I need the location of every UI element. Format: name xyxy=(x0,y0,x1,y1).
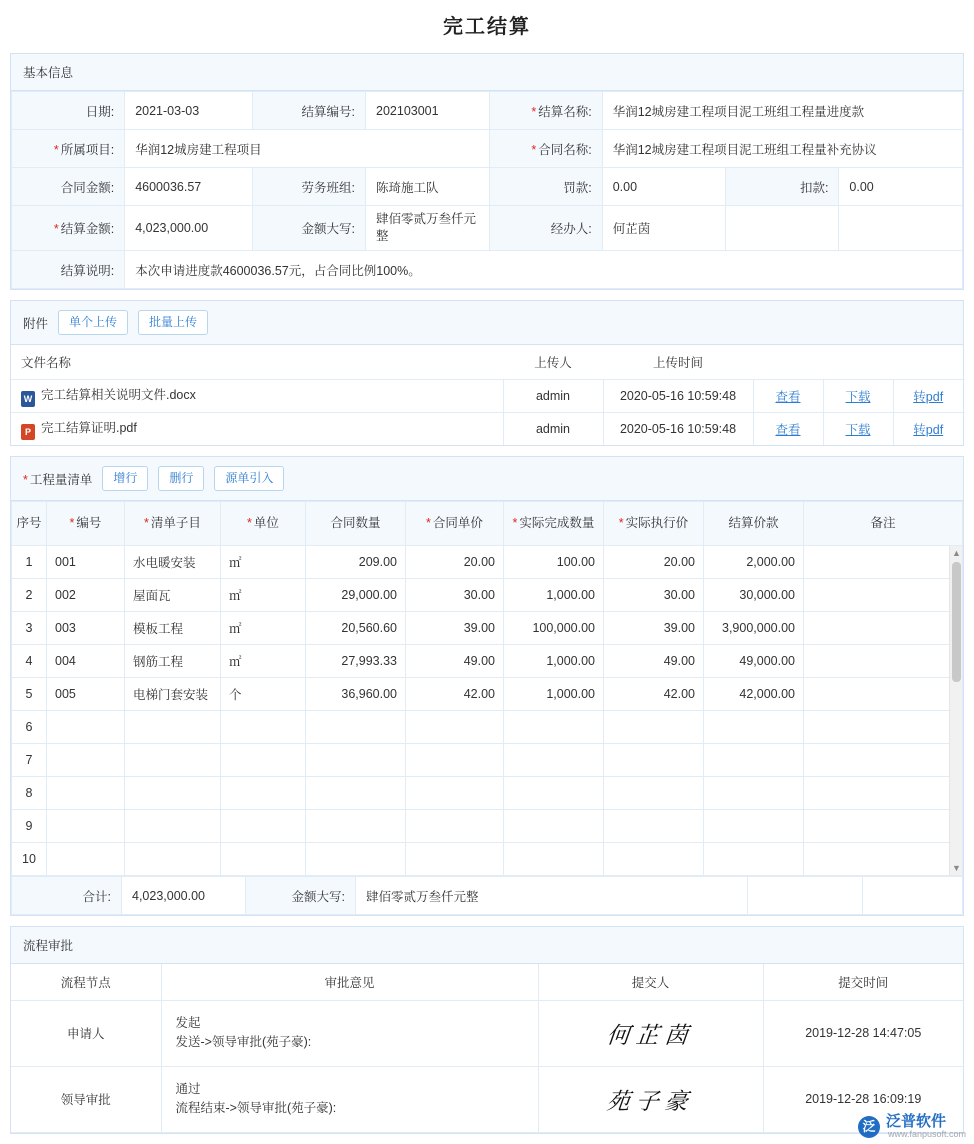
bill-cell-code[interactable]: 002 xyxy=(47,579,125,612)
attachment-download-link[interactable]: 下载 xyxy=(823,412,893,445)
bill-cell-qty[interactable] xyxy=(306,810,406,843)
bill-col-unit: * 单位 xyxy=(221,502,306,546)
table-row xyxy=(12,168,963,206)
bill-cell-price[interactable]: 39.00 xyxy=(406,612,504,645)
delete-row-button[interactable]: 删行 xyxy=(158,466,204,491)
watermark xyxy=(858,1114,966,1140)
bill-col-qty: 合同数量 xyxy=(306,502,406,546)
bill-cell-real[interactable]: 39.00 xyxy=(604,612,704,645)
bill-cell-price[interactable] xyxy=(406,777,504,810)
bill-cell-item[interactable] xyxy=(125,843,221,876)
labor-team-label: 劳务班组: xyxy=(252,168,365,206)
bill-header xyxy=(11,457,963,501)
bill-cell-unit[interactable]: 个 xyxy=(221,678,306,711)
bill-cell-price[interactable]: 49.00 xyxy=(406,645,504,678)
attachment-table xyxy=(11,345,963,445)
bill-cell-code[interactable]: 005 xyxy=(47,678,125,711)
bill-cell-amount xyxy=(704,777,804,810)
attachment-panel xyxy=(10,300,964,446)
bill-cell-price[interactable] xyxy=(406,711,504,744)
bill-cell-memo[interactable] xyxy=(804,645,963,678)
empty-cell-1 xyxy=(726,206,839,251)
table-header-row xyxy=(11,345,963,379)
settle-name-label-text: 结算名称: xyxy=(538,104,592,119)
table-row[interactable] xyxy=(12,711,963,744)
bill-cell-no: 9 xyxy=(12,810,47,843)
bill-cell-qty[interactable]: 27,993.33 xyxy=(306,645,406,678)
remark-label: 结算说明: xyxy=(12,251,125,289)
bill-cell-price[interactable]: 20.00 xyxy=(406,546,504,579)
attachment-view-link[interactable]: 查看 xyxy=(753,379,823,412)
table-row xyxy=(12,130,963,168)
appr-signature xyxy=(538,1066,763,1132)
empty-cell-2 xyxy=(839,206,963,251)
total-value: 4,023,000.00 xyxy=(122,877,246,915)
bill-cell-amount: 49,000.00 xyxy=(704,645,804,678)
bill-col-real: * 实际执行价 xyxy=(604,502,704,546)
attachment-convert-link[interactable]: 转pdf xyxy=(893,379,963,412)
bill-cell-done[interactable]: 1,000.00 xyxy=(504,678,604,711)
bill-cell-done[interactable] xyxy=(504,810,604,843)
amount-words-value: 肆佰零贰万叁仟元整 xyxy=(366,206,490,251)
project-label: * 所属项目: xyxy=(12,130,125,168)
table-row[interactable] xyxy=(12,810,963,843)
fine-value[interactable]: 0.00 xyxy=(602,168,726,206)
bill-cell-item[interactable] xyxy=(125,777,221,810)
appr-opinion-line2: 流程结束->领导审批(苑子豪): xyxy=(175,1101,337,1115)
appr-opinion xyxy=(161,1000,538,1066)
single-upload-button[interactable]: 单个上传 xyxy=(58,310,128,335)
bill-cell-done[interactable]: 1,000.00 xyxy=(504,645,604,678)
bill-cell-qty[interactable] xyxy=(306,711,406,744)
bill-cell-code[interactable]: 003 xyxy=(47,612,125,645)
total-empty-2 xyxy=(863,877,963,915)
deduction-label: 扣款: xyxy=(726,168,839,206)
bill-cell-done[interactable] xyxy=(504,711,604,744)
appr-node: 申请人 xyxy=(11,1000,161,1066)
bill-cell-amount: 42,000.00 xyxy=(704,678,804,711)
basic-info-panel xyxy=(10,53,964,290)
table-row[interactable] xyxy=(12,645,963,678)
company-name: 泛普软件 xyxy=(885,1112,946,1130)
table-row[interactable] xyxy=(12,612,963,645)
table-row xyxy=(12,251,963,289)
batch-upload-button[interactable]: 批量上传 xyxy=(138,310,208,335)
bill-cell-unit[interactable] xyxy=(221,843,306,876)
attachment-file-name-text: 完工结算相关说明文件.docx xyxy=(41,387,196,402)
handler-label: 经办人: xyxy=(489,206,602,251)
bill-cell-no: 3 xyxy=(12,612,47,645)
approval-panel xyxy=(10,926,964,1134)
bill-cell-code[interactable] xyxy=(47,843,125,876)
att-col-user: 上传人 xyxy=(503,345,603,379)
table-row xyxy=(11,1000,963,1066)
pdf-file-icon: P xyxy=(21,424,35,440)
appr-opinion xyxy=(161,1066,538,1132)
bill-cell-code[interactable]: 004 xyxy=(47,645,125,678)
bill-cell-price[interactable] xyxy=(406,810,504,843)
remark-value[interactable]: 本次申请进度款4600036.57元，占合同比例100%。 xyxy=(125,251,963,289)
bill-cell-price[interactable]: 42.00 xyxy=(406,678,504,711)
bill-title-text: 工程量清单 xyxy=(29,472,93,487)
bill-table-wrapper xyxy=(11,501,963,876)
attachment-uploader: admin xyxy=(503,412,603,445)
bill-cell-done[interactable]: 100.00 xyxy=(504,546,604,579)
appr-opinion-line2: 发送->领导审批(苑子豪): xyxy=(175,1035,312,1049)
date-value[interactable]: 2021-03-03 xyxy=(125,92,253,130)
bill-cell-memo[interactable] xyxy=(804,843,963,876)
bill-cell-real[interactable]: 49.00 xyxy=(604,645,704,678)
bill-cell-done[interactable] xyxy=(504,777,604,810)
bill-cell-memo[interactable] xyxy=(804,810,963,843)
settle-amount-label: * 结算金额: xyxy=(12,206,125,251)
company-url: www.fanpusoft.com xyxy=(887,1129,966,1140)
bill-total-table xyxy=(11,876,963,915)
approval-header xyxy=(11,927,963,964)
table-row xyxy=(12,206,963,251)
appr-col-time: 提交时间 xyxy=(763,964,963,1000)
table-row xyxy=(12,92,963,130)
total-empty-1 xyxy=(748,877,863,915)
amount-words-label: 金额大写: xyxy=(252,206,365,251)
appr-opinion-line1: 发起 xyxy=(175,1016,201,1030)
project-label-text: 所属项目: xyxy=(60,142,115,157)
bill-cell-memo[interactable] xyxy=(804,777,963,810)
settle-amount-label-text: 结算金额: xyxy=(60,222,115,236)
attachment-view-link[interactable]: 查看 xyxy=(753,412,823,445)
bill-cell-price[interactable] xyxy=(406,744,504,777)
scroll-up-icon[interactable]: ▲ xyxy=(952,548,961,558)
bill-cell-real[interactable] xyxy=(604,711,704,744)
attachment-file-name xyxy=(11,412,503,445)
bill-cell-amount xyxy=(704,744,804,777)
att-col-time: 上传时间 xyxy=(603,345,753,379)
contract-name-label: * 合同名称: xyxy=(489,130,602,168)
bill-cell-code[interactable] xyxy=(47,777,125,810)
bill-col-code: * 编号 xyxy=(47,502,125,546)
bill-table xyxy=(11,501,963,876)
bill-cell-qty[interactable]: 36,960.00 xyxy=(306,678,406,711)
bill-cell-price[interactable] xyxy=(406,843,504,876)
table-row[interactable] xyxy=(12,546,963,579)
bill-cell-item[interactable] xyxy=(125,810,221,843)
table-row xyxy=(11,1066,963,1132)
table-row[interactable] xyxy=(12,843,963,876)
table-header-row xyxy=(12,502,963,546)
appr-col-node: 流程节点 xyxy=(11,964,161,1000)
bill-cell-no: 10 xyxy=(12,843,47,876)
total-label: 合计: xyxy=(12,877,122,915)
bill-cell-real[interactable]: 30.00 xyxy=(604,579,704,612)
total-words-label: 金额大写: xyxy=(246,877,356,915)
table-row[interactable] xyxy=(12,579,963,612)
bill-col-no: 序号 xyxy=(12,502,47,546)
bill-cell-code[interactable]: 001 xyxy=(47,546,125,579)
bill-col-done: * 实际完成数量 xyxy=(504,502,604,546)
page-title: 完工结算 xyxy=(443,16,531,38)
contract-amount-label: 合同金额: xyxy=(12,168,125,206)
table-row xyxy=(11,412,963,445)
appr-node: 领导审批 xyxy=(11,1066,161,1132)
table-row[interactable] xyxy=(12,744,963,777)
basic-info-title: 基本信息 xyxy=(23,66,74,80)
bill-cell-qty[interactable]: 20,560.60 xyxy=(306,612,406,645)
basic-info-header xyxy=(11,54,963,91)
total-words-value: 肆佰零贰万叁仟元整 xyxy=(356,877,748,915)
signature-image: 苑子豪 xyxy=(605,1088,696,1115)
bill-cell-unit[interactable] xyxy=(221,744,306,777)
date-label: 日期: xyxy=(12,92,125,130)
att-col-convert xyxy=(893,345,963,379)
source-import-button[interactable]: 源单引入 xyxy=(214,466,284,491)
attachment-uploader: admin xyxy=(503,379,603,412)
bill-panel xyxy=(10,456,964,916)
project-value[interactable]: 华润12城房建工程项目 xyxy=(125,130,489,168)
attachment-file-name-text: 完工结算证明.pdf xyxy=(41,420,137,435)
contract-name-value[interactable]: 华润12城房建工程项目泥工班组工程量补充协议 xyxy=(602,130,962,168)
attachment-file-name xyxy=(11,379,503,412)
approval-title: 流程审批 xyxy=(23,939,74,953)
bill-cell-item[interactable]: 水电暖安装 xyxy=(125,546,221,579)
bill-cell-memo[interactable] xyxy=(804,678,963,711)
bill-cell-code[interactable] xyxy=(47,711,125,744)
table-row[interactable] xyxy=(12,678,963,711)
bill-cell-qty[interactable] xyxy=(306,843,406,876)
appr-signature xyxy=(538,1000,763,1066)
bill-cell-unit[interactable]: ㎡ xyxy=(221,546,306,579)
contract-amount-value[interactable]: 4600036.57 xyxy=(125,168,253,206)
bill-cell-done[interactable] xyxy=(504,744,604,777)
appr-time: 2019-12-28 16:09:19 xyxy=(763,1066,963,1132)
settle-no-label: 结算编号: xyxy=(252,92,365,130)
handler-value[interactable]: 何芷茵 xyxy=(602,206,726,251)
fine-label: 罚款: xyxy=(489,168,602,206)
table-row[interactable] xyxy=(12,777,963,810)
appr-col-submitter: 提交人 xyxy=(538,964,763,1000)
scroll-down-icon[interactable]: ▼ xyxy=(952,863,961,873)
bill-col-price: * 合同单价 xyxy=(406,502,504,546)
bill-cell-no: 1 xyxy=(12,546,47,579)
deduction-value[interactable]: 0.00 xyxy=(839,168,963,206)
bill-cell-no: 4 xyxy=(12,645,47,678)
settle-amount-value[interactable]: 4,023,000.00 xyxy=(125,206,253,251)
att-col-view xyxy=(753,345,823,379)
approval-table xyxy=(11,964,963,1133)
bill-cell-memo[interactable] xyxy=(804,579,963,612)
attachment-time: 2020-05-16 10:59:48 xyxy=(603,412,753,445)
word-file-icon: W xyxy=(21,391,35,407)
bill-cell-memo[interactable] xyxy=(804,546,963,579)
table-header-row xyxy=(11,964,963,1000)
bill-cell-code[interactable] xyxy=(47,810,125,843)
bill-cell-amount xyxy=(704,810,804,843)
bill-cell-done[interactable]: 1,000.00 xyxy=(504,579,604,612)
appr-time: 2019-12-28 14:47:05 xyxy=(763,1000,963,1066)
appr-col-opinion: 审批意见 xyxy=(161,964,538,1000)
company-logo-icon: 泛 xyxy=(858,1116,880,1138)
appr-opinion-line1: 通过 xyxy=(175,1082,201,1096)
bill-col-amount: 结算价款 xyxy=(704,502,804,546)
attachment-header xyxy=(11,301,963,345)
bill-cell-item[interactable] xyxy=(125,711,221,744)
attachment-title: 附件 xyxy=(23,316,49,331)
bill-cell-no: 8 xyxy=(12,777,47,810)
settle-no-value[interactable]: 202103001 xyxy=(366,92,490,130)
scroll-thumb[interactable] xyxy=(952,562,961,682)
bill-cell-amount: 2,000.00 xyxy=(704,546,804,579)
signature-image: 何芷茵 xyxy=(605,1022,696,1049)
settle-name-value[interactable]: 华润12城房建工程项目泥工班组工程量进度款 xyxy=(602,92,962,130)
bill-cell-item[interactable]: 电梯门套安装 xyxy=(125,678,221,711)
bill-cell-memo[interactable] xyxy=(804,744,963,777)
bill-cell-item[interactable]: 屋面瓦 xyxy=(125,579,221,612)
bill-cell-memo[interactable] xyxy=(804,711,963,744)
table-row xyxy=(11,379,963,412)
att-col-download xyxy=(823,345,893,379)
bill-col-item: * 清单子目 xyxy=(125,502,221,546)
attachment-time: 2020-05-16 10:59:48 xyxy=(603,379,753,412)
att-col-name: 文件名称 xyxy=(11,345,503,379)
bill-cell-price[interactable]: 30.00 xyxy=(406,579,504,612)
bill-col-memo: 备注 xyxy=(804,502,963,546)
bill-cell-qty[interactable]: 29,000.00 xyxy=(306,579,406,612)
add-row-button[interactable]: 增行 xyxy=(102,466,148,491)
bill-cell-item[interactable]: 钢筋工程 xyxy=(125,645,221,678)
bill-cell-no: 5 xyxy=(12,678,47,711)
bill-cell-no: 7 xyxy=(12,744,47,777)
bill-cell-done[interactable]: 100,000.00 xyxy=(504,612,604,645)
bill-cell-unit[interactable]: ㎡ xyxy=(221,612,306,645)
bill-cell-no: 2 xyxy=(12,579,47,612)
bill-cell-unit[interactable] xyxy=(221,810,306,843)
table-row xyxy=(12,877,963,915)
bill-cell-real[interactable] xyxy=(604,744,704,777)
bill-cell-code[interactable] xyxy=(47,744,125,777)
bill-cell-amount: 3,900,000.00 xyxy=(704,612,804,645)
bill-cell-unit[interactable] xyxy=(221,711,306,744)
bill-cell-memo[interactable] xyxy=(804,612,963,645)
bill-cell-amount xyxy=(704,843,804,876)
bill-cell-unit[interactable]: ㎡ xyxy=(221,645,306,678)
bill-cell-no: 6 xyxy=(12,711,47,744)
bill-title: * 工程量清单 xyxy=(23,472,93,487)
attachment-convert-link[interactable]: 转pdf xyxy=(913,422,944,437)
watermark-text xyxy=(886,1114,966,1140)
bill-cell-item[interactable] xyxy=(125,744,221,777)
bill-cell-real[interactable] xyxy=(604,777,704,810)
attachment-download-link[interactable]: 下载 xyxy=(823,379,893,412)
bill-cell-real[interactable]: 42.00 xyxy=(604,678,704,711)
bill-cell-real[interactable] xyxy=(604,843,704,876)
bill-cell-unit[interactable]: ㎡ xyxy=(221,579,306,612)
bill-cell-amount xyxy=(704,711,804,744)
labor-team-value[interactable]: 陈琦施工队 xyxy=(366,168,490,206)
bill-cell-done[interactable] xyxy=(504,843,604,876)
bill-cell-real[interactable]: 20.00 xyxy=(604,546,704,579)
bill-cell-qty[interactable]: 209.00 xyxy=(306,546,406,579)
bill-cell-qty[interactable] xyxy=(306,777,406,810)
bill-cell-amount: 30,000.00 xyxy=(704,579,804,612)
bill-cell-item[interactable]: 模板工程 xyxy=(125,612,221,645)
basic-info-table xyxy=(11,91,963,289)
bill-cell-real[interactable] xyxy=(604,810,704,843)
bill-cell-qty[interactable] xyxy=(306,744,406,777)
contract-name-label-text: 合同名称: xyxy=(538,142,592,157)
bill-scrollbar[interactable] xyxy=(949,546,962,875)
settle-name-label: * 结算名称: xyxy=(489,92,602,130)
bill-cell-unit[interactable] xyxy=(221,777,306,810)
